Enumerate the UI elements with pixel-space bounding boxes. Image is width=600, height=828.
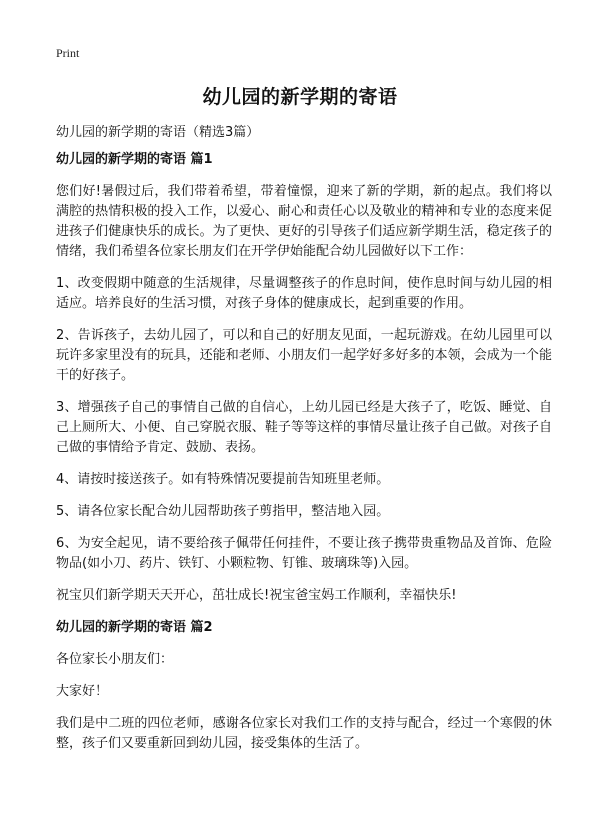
paragraph: 5、请各位家长配合幼儿园帮助孩子剪指甲，整洁地入园。 <box>56 504 390 519</box>
document-title: 幼儿园的新学期的寄语 <box>202 86 398 108</box>
section-heading: 幼儿园的新学期的寄语 篇2 <box>56 620 213 635</box>
paragraph: 我们是中二班的四位老师，感谢各位家长对我们工作的支持与配合，经过一个寒假的休整，孩子们又要重新回到幼儿园，接受集体的生活了。 <box>56 716 552 751</box>
paragraph: 6、为安全起见，请不要给孩子佩带任何挂件，不要让孩子携带贵重物品及首饰、危险物品(如小刀、药片、铁钉、小颗粒物、钉锥、玻璃珠等)入园。 <box>56 536 552 571</box>
paragraph: 您们好!暑假过后，我们带着希望，带着憧憬，迎来了新的学期，新的起点。我们将以满腔的热情积极的投入工作，以爱心、耐心和责任心以及敬业的精神和专业的态度来促进孩子们健康快乐的成长。为了更快、更好的引导孩子们适应新学期生活，稳定孩子的情绪，我们希望各位家长朋友们在开学伊始能配合幼儿园做好以下工作： <box>56 184 552 259</box>
print-label: Print <box>56 46 80 60</box>
paragraph: 各位家长小朋友们： <box>56 652 174 667</box>
paragraph: 1、改变假期中随意的生活规律，尽量调整孩子的作息时间，使作息时间与幼儿园的相适应。培养良好的生活习惯，对孩子身体的健康成长，起到重要的作用。 <box>56 276 552 311</box>
document-subtitle: 幼儿园的新学期的寄语（精选3篇） <box>56 125 260 140</box>
paragraph: 3、增强孩子自己的事情自己做的自信心，上幼儿园已经是大孩子了，吃饭、睡觉、自己上厕所大、小便、自己穿脱衣服、鞋子等等这样的事情尽量让孩子自己做。对孩子自己做的事情给予肯定、鼓励、表扬。 <box>56 400 552 455</box>
paragraph: 2、告诉孩子，去幼儿园了，可以和自己的好朋友见面，一起玩游戏。在幼儿园里可以玩许多家里没有的玩具，还能和老师、小朋友们一起学好多好多的本领，会成为一个能干的好孩子。 <box>56 328 552 383</box>
paragraph: 4、请按时接送孩子。如有特殊情况要提前告知班里老师。 <box>56 472 390 487</box>
document-content <box>56 150 552 766</box>
paragraph: 祝宝贝们新学期天天开心，茁壮成长!祝宝爸宝妈工作顺利，幸福快乐! <box>56 588 457 603</box>
paragraph: 大家好！ <box>56 684 109 699</box>
section-heading: 幼儿园的新学期的寄语 篇1 <box>56 152 213 167</box>
